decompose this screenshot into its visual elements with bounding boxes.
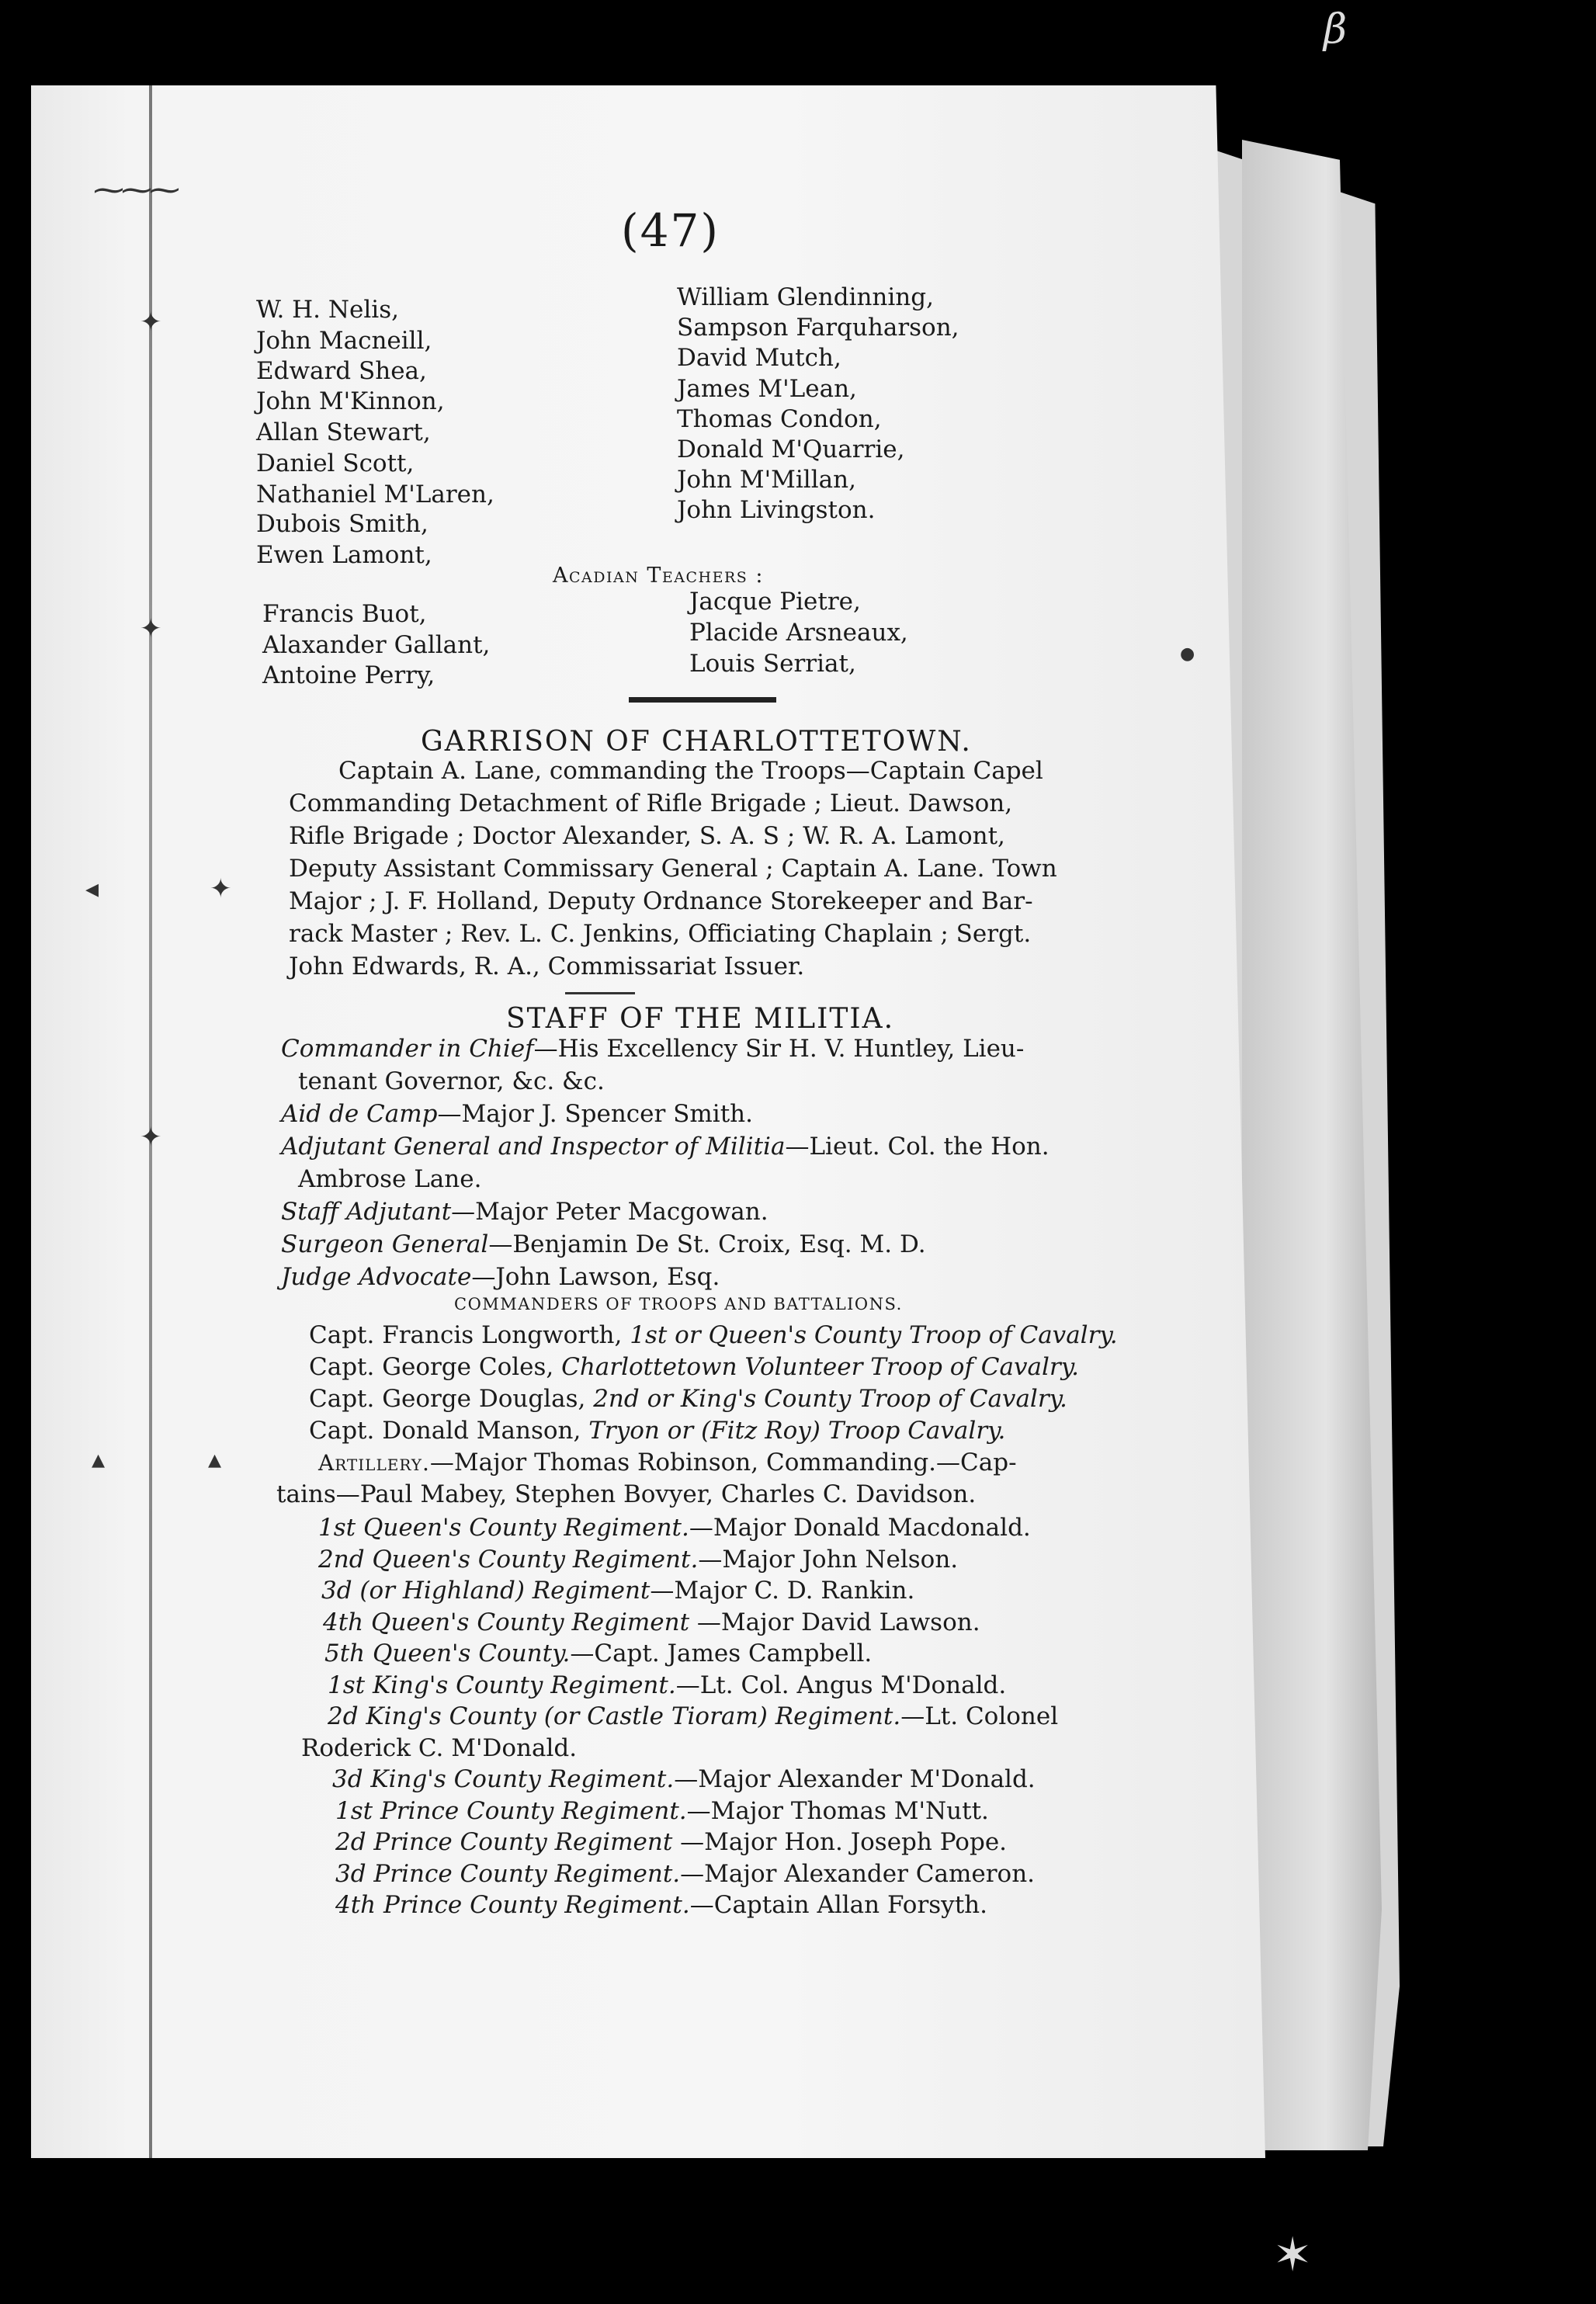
binding-stitch-mark: ✦ xyxy=(140,613,162,644)
militia-holder: —Benjamin De St. Croix, Esq. M. D. xyxy=(488,1230,926,1258)
artillery-cont: tains—Paul Mabey, Stephen Bovyer, Charles C. Davidson. xyxy=(276,1480,977,1508)
militia-holder: —Major J. Spencer Smith. xyxy=(437,1100,753,1128)
militia-heading: STAFF OF THE MILITIA. xyxy=(506,1003,895,1035)
teacher-name: David Mutch, xyxy=(677,344,841,372)
cavalry-entry xyxy=(309,1415,1118,1447)
acadian-teacher-name: Louis Serriat, xyxy=(689,650,856,678)
regiment-entry xyxy=(318,1544,1058,1576)
regiment-officer: —Major Thomas M'Nutt. xyxy=(686,1796,989,1825)
garrison-line: rack Master ; Rev. L. C. Jenkins, Officiating Chaplain ; Sergt. xyxy=(289,920,1032,948)
section-divider xyxy=(629,697,776,703)
cavalry-unit: 2nd or King's County Troop of Cavalry. xyxy=(593,1385,1067,1413)
garrison-heading: GARRISON OF CHARLOTTETOWN. xyxy=(421,726,972,758)
acadian-teacher-name: Alaxander Gallant, xyxy=(262,631,491,659)
regiment-unit: 1st King's County Regiment. xyxy=(328,1671,676,1699)
regiment-unit: 2d King's County (or Castle Tioram) Regiment. xyxy=(328,1702,901,1730)
militia-role: Judge Advocate xyxy=(281,1263,472,1291)
garrison-paragraph xyxy=(289,755,1057,983)
militia-entry-cont: Ambrose Lane. xyxy=(298,1165,482,1193)
binding-stitch-mark: ▴ xyxy=(92,1444,106,1475)
teacher-name: John M'Millan, xyxy=(677,466,856,494)
militia-entry xyxy=(281,1261,1050,1293)
teacher-name: Edward Shea, xyxy=(256,357,427,385)
militia-entry xyxy=(281,1228,1050,1261)
militia-staff-list xyxy=(281,1032,1050,1293)
regiment-unit: 3d King's County Regiment. xyxy=(332,1765,675,1793)
regiment-entry xyxy=(318,1796,1058,1827)
regiment-officer: —Major Hon. Joseph Pope. xyxy=(672,1828,1008,1856)
cavalry-entry xyxy=(309,1383,1118,1415)
regiment-unit: 3d (or Highland) Regiment xyxy=(321,1577,651,1605)
militia-holder: —John Lawson, Esq. xyxy=(471,1263,720,1291)
regiment-entry xyxy=(318,1701,1058,1733)
section-divider xyxy=(565,992,635,994)
regiment-entry xyxy=(318,1670,1058,1702)
cavalry-captain: Capt. Francis Longworth, xyxy=(309,1321,630,1349)
regiment-entry xyxy=(318,1889,1058,1921)
regiment-entry xyxy=(318,1575,1058,1607)
regiment-unit: 4th Queen's County Regiment xyxy=(323,1608,690,1636)
teacher-name: Dubois Smith, xyxy=(256,510,428,538)
regiment-officer: —Captain Allan Forsyth. xyxy=(689,1891,987,1919)
commanders-list xyxy=(276,1320,1118,1511)
garrison-line: Major ; J. F. Holland, Deputy Ordnance Storekeeper and Bar- xyxy=(289,887,1033,915)
artillery-text: —Major Thomas Robinson, Commanding.—Cap- xyxy=(429,1449,1017,1476)
ornament-mark: ⁓⁓⁓ xyxy=(93,172,177,208)
regiment-entry xyxy=(318,1858,1058,1890)
teacher-name: William Glendinning, xyxy=(677,283,934,311)
militia-holder: —His Excellency Sir H. V. Huntley, Lieu- xyxy=(533,1035,1025,1063)
binding-stitch-mark: ✦ xyxy=(140,307,162,338)
regiment-unit: 3d Prince County Regiment. xyxy=(335,1859,681,1888)
binding-stitch-mark: ▴ xyxy=(208,1444,222,1475)
cavalry-unit: Tryon or (Fitz Roy) Troop Cavalry. xyxy=(588,1417,1006,1445)
acadian-teacher-name: Jacque Pietre, xyxy=(689,588,861,616)
regiment-entry xyxy=(318,1638,1058,1670)
regiment-officer: —Lt. Colonel xyxy=(900,1702,1059,1730)
regiment-unit: 2d Prince County Regiment xyxy=(335,1828,673,1856)
garrison-line: Commanding Detachment of Rifle Brigade ; Lieut. Dawson, xyxy=(289,789,1013,817)
binding-stitch-mark: ✦ xyxy=(210,873,232,904)
cavalry-captain: Capt. George Douglas, xyxy=(309,1385,594,1413)
regiments-list xyxy=(301,1512,1059,1921)
militia-role: Adjutant General and Inspector of Militia xyxy=(281,1133,786,1161)
commanders-heading: COMMANDERS OF TROOPS AND BATTALIONS. xyxy=(454,1295,903,1313)
militia-role: Surgeon General xyxy=(281,1230,489,1258)
militia-role: Aid de Camp xyxy=(281,1100,438,1128)
regiment-officer: —Major John Nelson. xyxy=(698,1545,959,1574)
teacher-name: Sampson Farquharson, xyxy=(677,314,959,342)
cavalry-entry xyxy=(309,1320,1118,1352)
garrison-line: Captain A. Lane, commanding the Troops—Captain Capel xyxy=(338,757,1043,785)
cavalry-unit: Charlottetown Volunteer Troop of Cavalry. xyxy=(561,1353,1079,1381)
regiment-entry xyxy=(318,1512,1058,1544)
garrison-line: Deputy Assistant Commissary General ; Captain A. Lane. Town xyxy=(289,855,1057,883)
regiment-officer: —Major Alexander Cameron. xyxy=(680,1859,1036,1888)
regiment-officer: —Major Alexander M'Donald. xyxy=(674,1765,1036,1793)
regiment-entry xyxy=(318,1607,1058,1639)
regiment-unit: 5th Queen's County. xyxy=(324,1640,571,1667)
film-scratch-mark: ✶ xyxy=(1273,2228,1313,2282)
binding-stitch-mark: ◂ xyxy=(85,873,99,904)
corner-pencil-mark: β xyxy=(1324,6,1348,53)
militia-entry xyxy=(281,1098,1050,1130)
cavalry-captain: Capt. Donald Manson, xyxy=(309,1417,589,1445)
regiment-officer: —Lt. Col. Angus M'Donald. xyxy=(675,1671,1007,1699)
garrison-line: John Edwards, R. A., Commissariat Issuer. xyxy=(289,952,805,980)
teacher-name: James M'Lean, xyxy=(677,375,857,403)
teacher-name: John M'Kinnon, xyxy=(256,387,445,415)
teacher-name: W. H. Nelis, xyxy=(256,296,399,324)
regiment-unit: 4th Prince County Regiment. xyxy=(335,1891,690,1919)
militia-entry xyxy=(281,1032,1050,1065)
cavalry-unit: 1st or Queen's County Troop of Cavalry. xyxy=(630,1321,1118,1349)
page-number: (47) xyxy=(621,204,720,257)
regiment-unit: 1st Queen's County Regiment. xyxy=(318,1514,689,1542)
garrison-line: Rifle Brigade ; Doctor Alexander, S. A. S ; W. R. A. Lamont, xyxy=(289,822,1005,850)
regiment-officer: —Major C. D. Rankin. xyxy=(650,1577,915,1605)
artillery-label: Artillery. xyxy=(318,1450,430,1476)
teacher-name: John Livingston. xyxy=(677,496,876,524)
teacher-name: Daniel Scott, xyxy=(256,449,415,477)
cavalry-captain: Capt. George Coles, xyxy=(309,1353,562,1381)
acadian-teacher-name: Placide Arsneaux, xyxy=(689,619,908,647)
teacher-name: Donald M'Quarrie, xyxy=(677,435,905,463)
regiment-officer: —Capt. James Campbell. xyxy=(570,1640,873,1667)
regiment-unit: 1st Prince County Regiment. xyxy=(335,1796,687,1825)
militia-entry xyxy=(281,1195,1050,1228)
militia-holder: —Major Peter Macgowan. xyxy=(451,1198,769,1226)
militia-holder: —Lieut. Col. the Hon. xyxy=(785,1133,1050,1161)
militia-role: Commander in Chief xyxy=(281,1035,534,1063)
regiment-entry xyxy=(318,1827,1058,1858)
binding-stitch-mark: ✦ xyxy=(140,1122,162,1153)
regiment-entry xyxy=(318,1764,1058,1796)
militia-entry-cont: tenant Governor, &c. &c. xyxy=(298,1067,605,1095)
regiment-officer: —Major Donald Macdonald. xyxy=(689,1514,1031,1542)
teacher-name: Nathaniel M'Laren, xyxy=(256,481,494,508)
regiment-unit: 2nd Queen's County Regiment. xyxy=(318,1545,699,1574)
regiment-entry-cont: Roderick C. M'Donald. xyxy=(301,1733,578,1762)
acadian-teacher-name: Francis Buot, xyxy=(262,600,427,628)
militia-role: Staff Adjutant xyxy=(281,1198,452,1226)
acadian-teachers-heading: Acadian Teachers : xyxy=(553,564,765,588)
teacher-name: Allan Stewart, xyxy=(256,418,431,446)
regiment-officer: —Major David Lawson. xyxy=(689,1608,980,1636)
teacher-name: Ewen Lamont, xyxy=(256,541,432,569)
teacher-name: Thomas Condon, xyxy=(677,405,882,433)
teacher-name: John Macneill, xyxy=(256,327,432,355)
artillery-entry xyxy=(309,1447,1118,1479)
cavalry-entry xyxy=(309,1352,1118,1383)
militia-entry xyxy=(281,1130,1050,1163)
paper-dot: ● xyxy=(1180,644,1195,664)
acadian-teacher-name: Antoine Perry, xyxy=(262,661,435,689)
